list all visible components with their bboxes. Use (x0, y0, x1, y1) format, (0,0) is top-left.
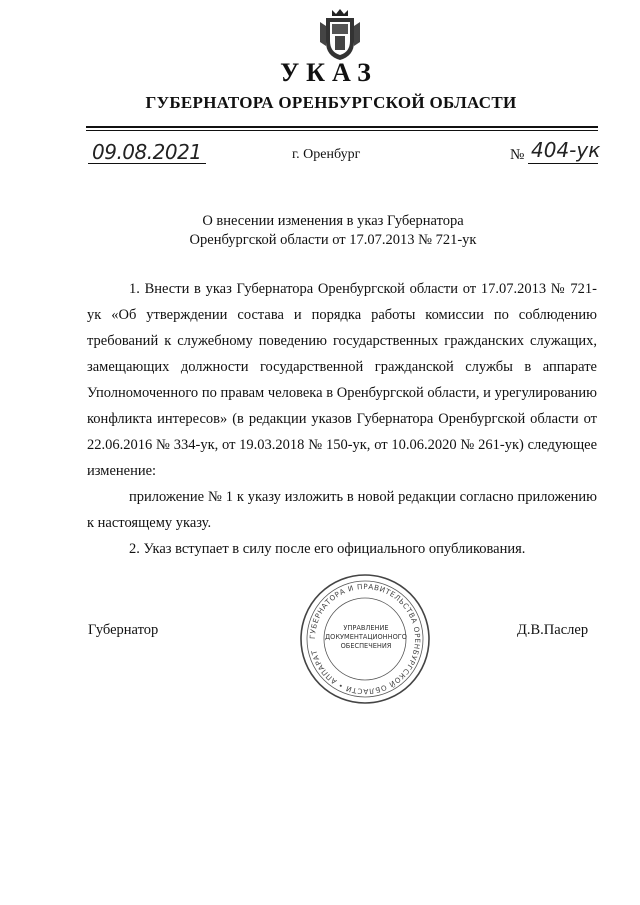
header-rule-thin (86, 130, 598, 131)
document-number: 404-ук (531, 138, 601, 162)
signatory-role: Губернатор (88, 622, 159, 638)
number-underline (528, 163, 598, 164)
city-label: г. Оренбург (292, 147, 361, 162)
stamp-line-2: ДОКУМЕНТАЦИОННОГО (325, 633, 407, 641)
document-body (87, 276, 597, 562)
stamp-line-3: ОБЕСПЕЧЕНИЯ (340, 642, 392, 650)
signatory-name: Д.В.Паслер (517, 622, 589, 638)
number-sign: № (510, 147, 525, 163)
issuer-title: ГУБЕРНАТОРА ОРЕНБУРГСКОЙ ОБЛАСТИ (145, 93, 517, 112)
heading-line-1: О внесении изменения в указ Губернатора (202, 213, 464, 229)
date-underline (88, 163, 206, 164)
paragraph-1: 1. Внести в указ Губернатора Оренбургской области от 17.07.2013 № 721-ук «Об утверждении состава и порядка работы комиссии по соблюдению требований к служебному поведению государственных гражданских служащих, замещающих должности государственной гражданской службы в аппарате Уполномоченного по правам человека в Оренбургской области, и урегулированию конфликта интересов» (в редакции указов Губернатора Оренбургской области от 22.06.2016 № 334-ук, от 19.03.2018 № 150-ук, от 10.06.2020 № 261-ук) следующее изменение: (87, 281, 597, 479)
document-type-title: УКАЗ (280, 58, 378, 87)
stamp-center-text (314, 624, 418, 651)
stamp-line-1: УПРАВЛЕНИЕ (343, 624, 389, 632)
header-rule-thick (86, 126, 598, 128)
stamp-ring-text: ГУБЕРНАТОРА И ПРАВИТЕЛЬСТВА ОРЕНБУРГСКОЙ ОБЛАСТИ • АППАРАТ (307, 581, 423, 697)
heading-line-2: Оренбургской области от 17.07.2013 № 721-ук (189, 232, 477, 248)
document-heading (0, 212, 640, 250)
oblast-coat-of-arms-icon (318, 6, 362, 62)
paragraph-3: 2. Указ вступает в силу после его официального опубликования. (129, 541, 526, 557)
paragraph-2: приложение № 1 к указу изложить в новой редакции согласно приложению к настоящему указу. (87, 489, 597, 531)
document-date: 09.08.2021 (92, 140, 202, 164)
